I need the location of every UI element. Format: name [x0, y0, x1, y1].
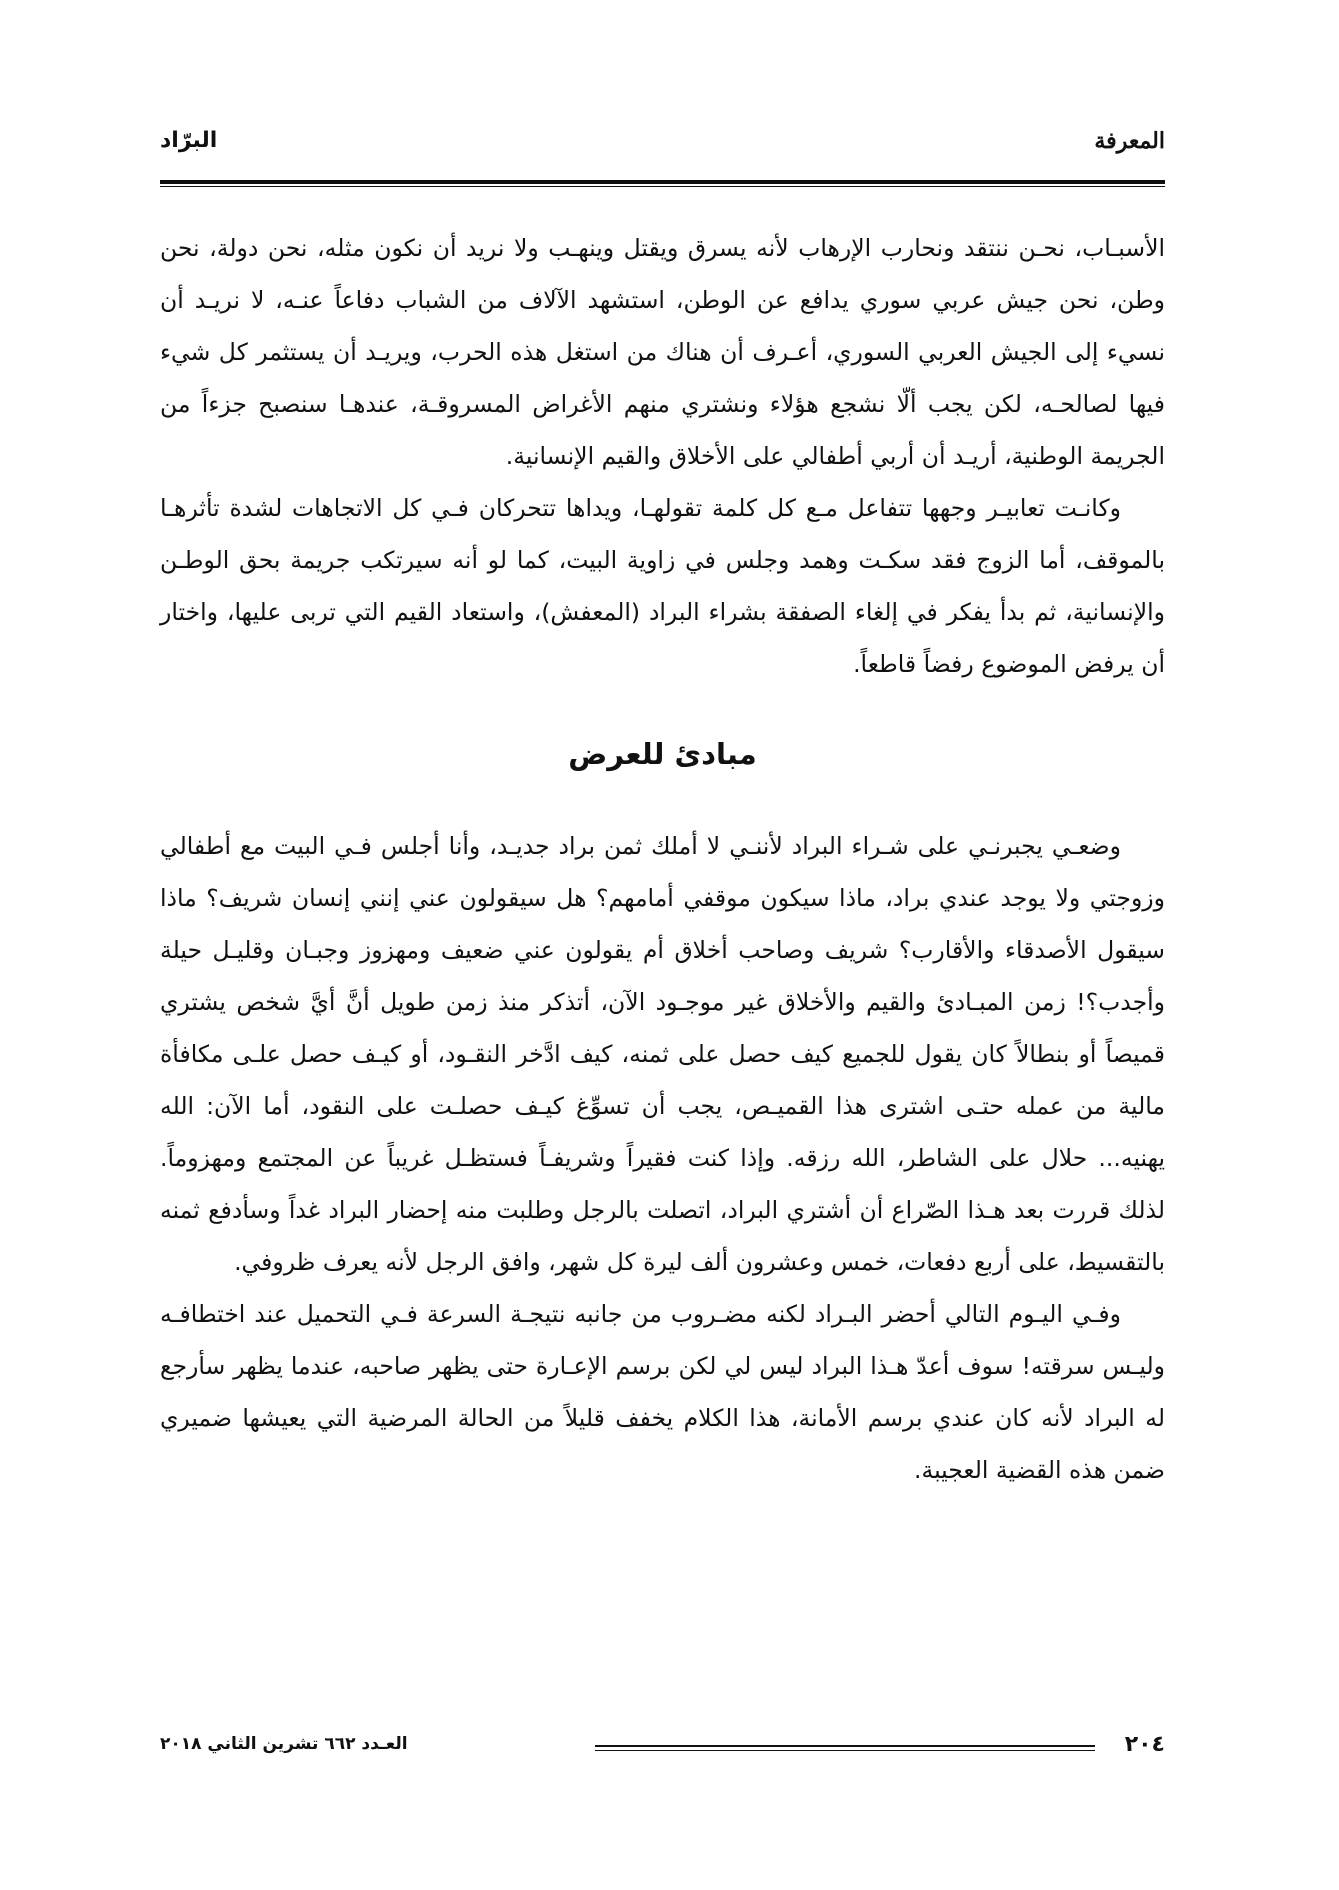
article-title: البرّاد — [160, 128, 218, 153]
page-header — [160, 128, 1165, 168]
body-paragraph-4: وفـي اليـوم التالي أحضر البـراد لكنه مضـروب من جانبه نتيجـة السرعة فـي التحميل عند اختطافـه وليـس سرقته! سوف أعدّ هـذا البراد ليس لي لكن برسم الإعـارة حتى يظهر صاحبه، عندما يظهر سأرجع له البراد لأنه كان عندي برسم الأمانة، هذا الكلام يخفف قليلاً من الحالة المرضية التي يعيشها ضميري ضمن هذه القضية العجيبة. — [160, 1300, 1165, 1484]
article-body — [160, 222, 1165, 1496]
footer-rule — [595, 1745, 1095, 1751]
header-rule — [160, 180, 1165, 187]
page-number: ٢٠٤ — [1124, 1732, 1165, 1757]
body-paragraph-1: الأسبـاب، نحـن ننتقد ونحارب الإرهاب لأنه يسرق ويقتل وينهـب ولا نريد أن نكون مثله، نحن دولة، نحن وطن، نحن جيش عربي سوري يدافع عن الوطن، استشهد الآلاف من الشباب دفاعاً عنـه، لا نريـد أن نسيء إلى الجيش العربي السوري، أعـرف أن هناك من استغل هذه الحرب، ويريـد أن يستثمر كل شيء فيها لصالحـه، لكن يجب ألّا نشجع هؤلاء ونشتري منهم الأغراض المسروقـة، عندهـا سنصبح جزءاً من الجريمة الوطنية، أريـد أن أربي أطفالي على الأخلاق والقيم الإنسانية. — [160, 234, 1165, 470]
body-paragraph-2: وكانـت تعابيـر وجهها تتفاعل مـع كل كلمة تقولهـا، ويداها تتحركان فـي كل الاتجاهات لشدة تأثرهـا بالموقف، أما الزوج فقد سكـت وهمد وجلس في زاوية البيت، كما لو أنه سيرتكب جريمة بحق الوطـن والإنسانية، ثم بدأ يفكر في إلغاء الصفقة بشراء البراد (المعفش)، واستعاد القيم التي تربى عليها، واختار أن يرفض الموضوع رفضاً قاطعاً. — [160, 494, 1165, 678]
journal-name: المعرفة — [1094, 128, 1165, 154]
section-heading: مبادئ للعرض — [568, 737, 757, 771]
body-paragraph-3: وضعـي يجبرنـي على شـراء البراد لأننـي لا أملك ثمن براد جديـد، وأنا أجلس فـي البيت مع أطفالي وزوجتي ولا يوجد عندي براد، ماذا سيكون موقفي أمامهم؟ هل سيقولون عني إنني إنسان شريف؟ ماذا سيقول الأصدقاء والأقارب؟ شريف وصاحب أخلاق أم يقولون عني ضعيف ومهزوز وجبـان وقليـل حيلة وأجدب؟! زمن المبـادئ والقيم والأخلاق غير موجـود الآن، أتذكر منذ زمن طويل أنَّ أيَّ شخص يشتري قميصاً أو بنطالاً كان يقول للجميع كيف حصل على ثمنه، كيف ادَّخر النقـود، أو كيـف حصل علـى مكافأة مالية من عمله حتـى اشترى هذا القميـص، يجب أن تسوِّغ كيـف حصلـت على النقود، أما الآن: الله يهنيه... حلال على الشاطر، الله رزقه. وإذا كنت فقيراً وشريفـاً فستظـل غريباً عن المجتمع ومهزوماً. لذلك قررت بعد هـذا الصّراع أن أشتري البراد، اتصلت بالرجل وطلبت منه إحضار البراد غداً وسأدفع ثمنه بالتقسيط، على أربع دفعات، خمس وعشرون ألف ليرة كل شهر، وافق الرجل لأنه يعرف ظروفي. — [160, 832, 1165, 1276]
page-footer — [160, 1732, 1165, 1762]
issue-info: العـدد ٦٦٢ تشرين الثاني ٢٠١٨ — [160, 1734, 408, 1754]
